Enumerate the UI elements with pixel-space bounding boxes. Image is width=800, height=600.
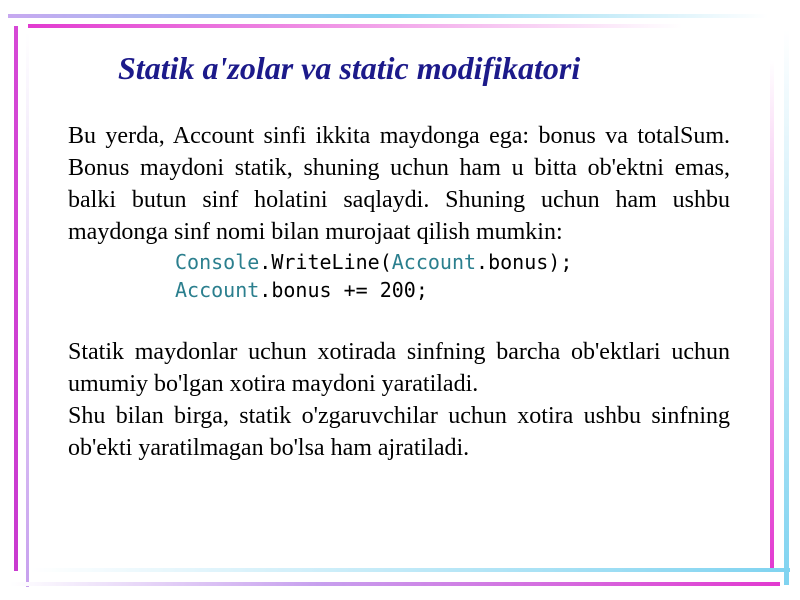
slide-body xyxy=(68,120,730,464)
frame-top-outer-line xyxy=(8,14,768,18)
frame-right-outer-line xyxy=(784,30,789,585)
paragraph-static-field-intro: Bu yerda, Account sinfi ikkita maydonga ega: bonus va totalSum. Bonus maydoni statik, shuning uchun ham u bitta ob'ektni emas, balki butun sinf holatini saqlaydi. Shuning uchun ham ushbu maydonga sinf nomi bilan murojaat qilish mumkin: xyxy=(68,123,730,245)
code-line-1 xyxy=(175,248,730,276)
code-type-token: Account xyxy=(175,278,260,302)
paragraph-static-memory: Statik maydonlar uchun xotirada sinfning barcha ob'ektlari uchun umumiy bo'lgan xotira maydoni yaratiladi. xyxy=(68,339,730,397)
frame-left-inner-line xyxy=(26,32,29,587)
paragraph-static-allocation: Shu bilan birga, statik o'zgaruvchilar uchun xotira ushbu sinfning ob'ekti yaratilmagan bo'lsa ham ajratiladi. xyxy=(68,403,730,461)
code-text-token: .bonus); xyxy=(476,250,573,274)
slide-title: Statik a'zolar va static modifikatori xyxy=(118,50,581,86)
spacer xyxy=(68,304,730,336)
frame-bottom-inner-line xyxy=(10,582,780,586)
frame-top-inner-line xyxy=(28,24,798,28)
code-text-token: .WriteLine( xyxy=(259,250,392,274)
frame-left-outer-line xyxy=(14,26,18,571)
code-type-token: Account xyxy=(391,250,477,274)
frame-right-inner-line xyxy=(770,60,774,570)
code-type-token: Console xyxy=(175,250,260,274)
frame-bottom-outer-line xyxy=(30,568,790,572)
code-line-2 xyxy=(175,276,730,304)
code-text-token: .bonus += 200; xyxy=(259,278,428,302)
